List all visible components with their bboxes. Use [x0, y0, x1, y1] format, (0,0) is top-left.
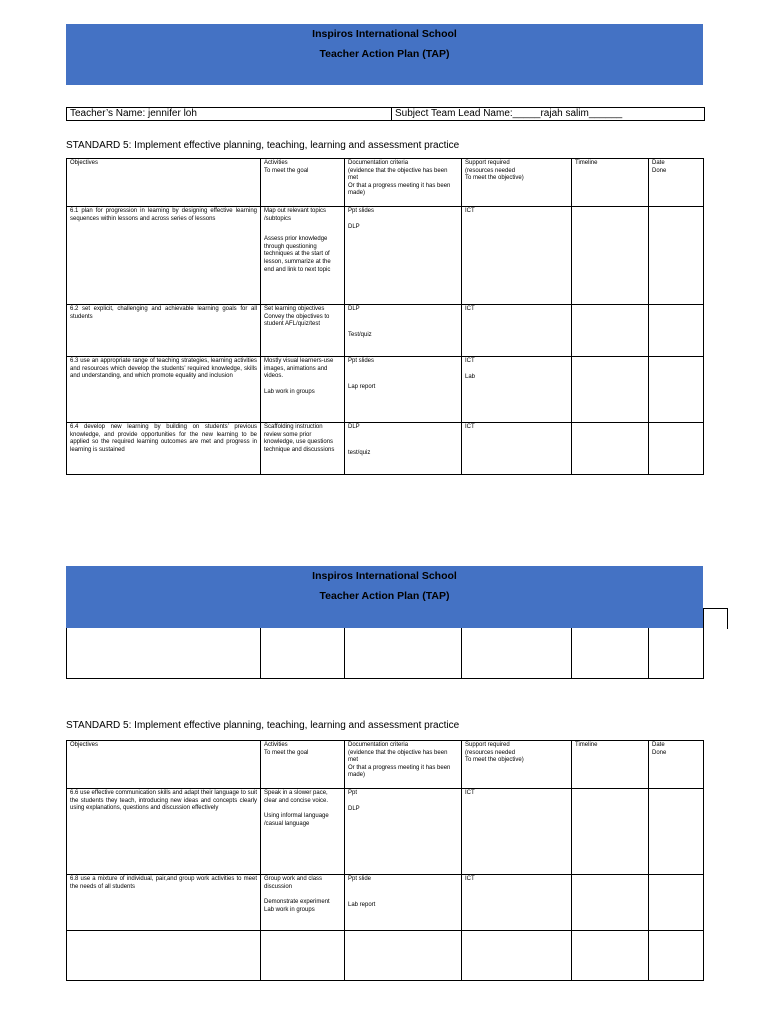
col-documentation: Documentation criteria (evidence that the objective has been met Or that a progress meeting it has been made) — [345, 741, 462, 789]
plan-title: Teacher Action Plan (TAP) — [319, 590, 450, 602]
support-cell: ICT — [462, 423, 572, 475]
activities-cell: Set learning objectives Convey the objectives to student AFL/quiz/test — [261, 305, 345, 357]
date-done-cell — [649, 207, 704, 305]
activities-cell: Speak in a slower pace, clear and concise voice. Using informal language /casual language — [261, 789, 345, 875]
timeline-cell — [572, 875, 649, 931]
table-row — [67, 875, 704, 931]
school-name: Inspiros International School — [312, 570, 457, 582]
col-activities: Activities To meet the goal — [261, 159, 345, 207]
date-done-cell — [649, 357, 704, 423]
table-row — [67, 423, 704, 475]
support-cell: ICT — [462, 789, 572, 875]
documentation-cell — [345, 931, 462, 981]
activities-cell: Map out relevant topics /subtopics Assess prior knowledge through questioning techniques at the start of lesson, summarize at the end and link to next topic — [261, 207, 345, 305]
table-fragment-edge — [700, 608, 728, 629]
school-name: Inspiros International School — [312, 28, 457, 40]
col-date-done: Date Done — [649, 159, 704, 207]
table-row — [67, 305, 704, 357]
header-banner — [66, 24, 703, 85]
plan-title: Teacher Action Plan (TAP) — [319, 48, 450, 60]
activities-cell — [261, 931, 345, 981]
objective-cell: 6.1 plan for progression in learning by designing effective learning sequences within lessons and across series of lessons — [67, 207, 261, 305]
documentation-cell: DLP Test/quiz — [345, 305, 462, 357]
objective-cell — [67, 931, 261, 981]
col-support: Support required (resources needed To meet the objective) — [462, 159, 572, 207]
support-cell: ICT Lab — [462, 357, 572, 423]
col-objectives: Objectives — [67, 741, 261, 789]
team-lead-name: Subject Team Lead Name:_____rajah salim______ — [395, 108, 623, 119]
timeline-cell — [572, 305, 649, 357]
support-cell: ICT — [462, 875, 572, 931]
timeline-cell — [572, 207, 649, 305]
col-support: Support required (resources needed To meet the objective) — [462, 741, 572, 789]
action-plan-table-2 — [66, 740, 704, 981]
col-timeline: Timeline — [572, 159, 649, 207]
standard-heading: STANDARD 5: Implement effective planning, teaching, learning and assessment practice — [66, 140, 460, 151]
date-done-cell — [649, 789, 704, 875]
col-objectives: Objectives — [67, 159, 261, 207]
timeline-cell — [572, 789, 649, 875]
teacher-name: Teacher’s Name: jennifer loh — [67, 108, 392, 120]
activities-cell: Group work and class discussion Demonstrate experiment Lab work in groups — [261, 875, 345, 931]
documentation-cell: DLP test/quiz — [345, 423, 462, 475]
timeline-cell — [572, 357, 649, 423]
action-plan-table-1 — [66, 158, 704, 475]
timeline-cell — [572, 423, 649, 475]
objective-cell: 6.4 develop new learning by building on students’ previous knowledge, and provide opportunities for the new learning to be applied so the required learning outcomes are met and progress in learning is sustained — [67, 423, 261, 475]
table-row — [67, 357, 704, 423]
table-row — [67, 207, 704, 305]
documentation-cell: Ppt slides Lap report — [345, 357, 462, 423]
support-cell — [462, 931, 572, 981]
table-row — [67, 789, 704, 875]
objective-cell: 6.3 use an appropriate range of teaching strategies, learning activities and resources which develop the students’ required knowledge, skills and understanding, and which promote equality and inclusion — [67, 357, 261, 423]
col-activities: Activities To meet the goal — [261, 741, 345, 789]
activities-cell: Scaffolding instruction review some prior knowledge, use questions technique and discussions — [261, 423, 345, 475]
header-banner — [66, 566, 703, 628]
date-done-cell — [649, 305, 704, 357]
date-done-cell — [649, 875, 704, 931]
standard-heading: STANDARD 5: Implement effective planning, teaching, learning and assessment practice — [66, 720, 460, 731]
col-timeline: Timeline — [572, 741, 649, 789]
activities-cell: Mostly visual learners-use images, animations and videos. Lab work in groups — [261, 357, 345, 423]
col-date-done: Date Done — [649, 741, 704, 789]
objective-cell: 6.6 use effective communication skills and adapt their language to suit the students they teach, introducing new ideas and concepts clearly using explanations, questions and discussion effectively — [67, 789, 261, 875]
objective-cell: 6.8 use a mixture of individual, pair,and group work activities to meet the needs of all students — [67, 875, 261, 931]
table-header-row — [67, 159, 704, 207]
date-done-cell — [649, 423, 704, 475]
support-cell: ICT — [462, 305, 572, 357]
documentation-cell: Ppt slide Lab report — [345, 875, 462, 931]
documentation-cell: Ppt slides DLP — [345, 207, 462, 305]
date-done-cell — [649, 931, 704, 981]
documentation-cell: Ppt DLP — [345, 789, 462, 875]
col-documentation: Documentation criteria (evidence that the objective has been met Or that a progress meeting it has been made) — [345, 159, 462, 207]
objective-cell: 6.2 set explicit, challenging and achievable learning goals for all students — [67, 305, 261, 357]
names-row — [66, 107, 705, 121]
support-cell: ICT — [462, 207, 572, 305]
timeline-cell — [572, 931, 649, 981]
table-row — [67, 931, 704, 981]
table-header-row — [67, 741, 704, 789]
